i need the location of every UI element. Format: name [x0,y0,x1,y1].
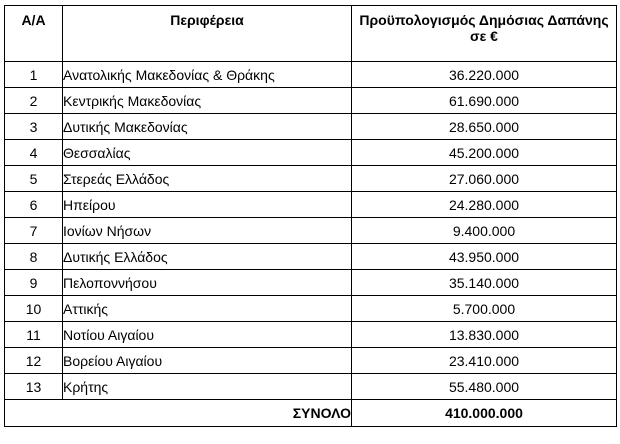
table-row [5,114,617,140]
row-amount: 13.830.000 [352,322,617,348]
header-num: Α/Α [5,6,63,62]
table-header-row [5,6,617,62]
table-row [5,88,617,114]
row-amount: 9.400.000 [352,218,617,244]
table-row [5,166,617,192]
row-region: Δυτικής Ελλάδος [63,244,352,270]
table-row [5,62,617,88]
header-amount-line2: σε € [470,28,498,44]
table-row [5,192,617,218]
row-num: 9 [5,270,63,296]
row-amount: 28.650.000 [352,114,617,140]
row-num: 2 [5,88,63,114]
row-amount: 45.200.000 [352,140,617,166]
row-amount: 23.410.000 [352,348,617,374]
header-amount [352,6,617,62]
row-region: Κρήτης [63,374,352,400]
table-row [5,140,617,166]
row-amount: 27.060.000 [352,166,617,192]
header-amount-line1: Προϋπολογισμός Δημόσιας Δαπάνης [359,12,609,28]
row-amount: 5.700.000 [352,296,617,322]
row-amount: 35.140.000 [352,270,617,296]
row-num: 3 [5,114,63,140]
row-num: 10 [5,296,63,322]
total-row [5,400,617,427]
table-row [5,374,617,400]
table-row [5,270,617,296]
row-region: Πελοποννήσου [63,270,352,296]
row-amount: 55.480.000 [352,374,617,400]
table-row [5,218,617,244]
total-amount: 410.000.000 [352,400,617,427]
row-amount: 24.280.000 [352,192,617,218]
row-amount: 36.220.000 [352,62,617,88]
row-region: Στερεάς Ελλάδος [63,166,352,192]
header-region: Περιφέρεια [63,6,352,62]
row-num: 12 [5,348,63,374]
row-region: Αττικής [63,296,352,322]
row-amount: 43.950.000 [352,244,617,270]
row-region: Θεσσαλίας [63,140,352,166]
row-region: Ανατολικής Μακεδονίας & Θράκης [63,62,352,88]
table-row [5,244,617,270]
row-num: 7 [5,218,63,244]
row-num: 5 [5,166,63,192]
row-num: 13 [5,374,63,400]
row-region: Νοτίου Αιγαίου [63,322,352,348]
row-region: Κεντρικής Μακεδονίας [63,88,352,114]
row-region: Βορείου Αιγαίου [63,348,352,374]
row-num: 1 [5,62,63,88]
row-num: 8 [5,244,63,270]
row-region: Ηπείρου [63,192,352,218]
budget-table [4,5,617,427]
table-row [5,348,617,374]
table-row [5,322,617,348]
total-label: ΣΥΝΟΛΟ [5,400,352,427]
row-num: 11 [5,322,63,348]
row-region: Ιονίων Νήσων [63,218,352,244]
row-num: 4 [5,140,63,166]
row-num: 6 [5,192,63,218]
table-row [5,296,617,322]
row-amount: 61.690.000 [352,88,617,114]
row-region: Δυτικής Μακεδονίας [63,114,352,140]
